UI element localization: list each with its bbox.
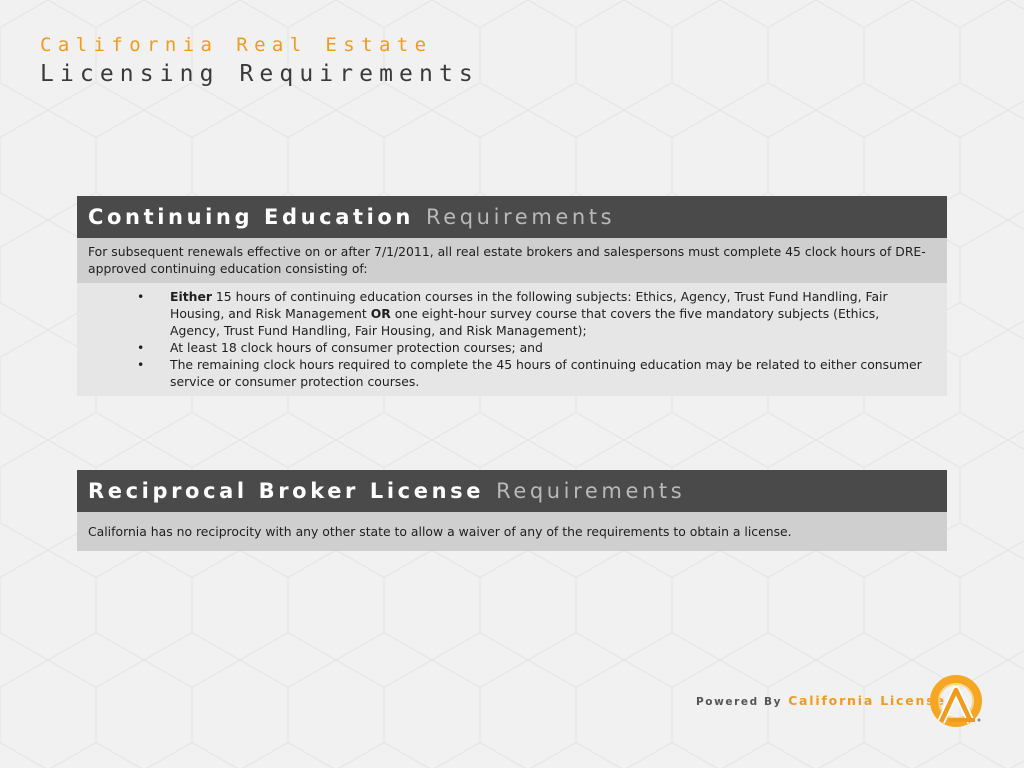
list-item-or: OR [370, 306, 391, 321]
list-item-text: At least 18 clock hours of consumer protection courses; and [170, 340, 543, 355]
continuing-education-panel [77, 196, 947, 396]
list-item [137, 356, 923, 390]
reciprocal-broker-header [77, 470, 947, 512]
page-title [40, 34, 479, 88]
brand-name: California License [788, 693, 946, 708]
reciprocal-broker-text: California has no reciprocity with any other state to allow a waiver of any of the requirements to obtain a license. [77, 512, 947, 551]
bullet-icon: • [137, 289, 145, 304]
continuing-education-list [77, 283, 947, 396]
continuing-education-heading-suffix: Requirements [425, 205, 616, 229]
list-item-text: one eight-hour survey course that covers the five mandatory subjects (Ethics, Agency, Trust Fund Handling, Fair Housing, and Risk Management); [170, 306, 880, 338]
reciprocal-broker-heading-suffix: Requirements [496, 479, 686, 503]
continuing-education-intro: For subsequent renewals effective on or after 7/1/2011, all real estate brokers and salespersons must complete 45 clock hours of DRE-approved continuing education consisting of: [77, 238, 947, 283]
powered-by-footer [696, 693, 946, 708]
list-item [137, 339, 923, 356]
list-item [137, 288, 923, 339]
continuing-education-header [77, 196, 947, 238]
california-license-logo-icon [929, 674, 985, 730]
bullet-icon: • [137, 340, 145, 355]
reciprocal-broker-heading: Reciprocal Broker License [88, 479, 485, 503]
title-line-california-real-estate: California Real Estate [40, 34, 433, 56]
list-item-text: The remaining clock hours required to complete the 45 hours of continuing education may be related to either consumer service or consumer protection courses. [170, 357, 922, 389]
bullet-icon: • [137, 357, 145, 372]
title-line-licensing-requirements: Licensing Requirements [40, 61, 479, 87]
powered-by-label: Powered By [696, 696, 783, 708]
list-item-lead: Either [170, 289, 212, 304]
reciprocal-broker-panel [77, 470, 947, 551]
continuing-education-heading: Continuing Education [88, 205, 414, 229]
list-item-text: 15 hours of continuing education courses in the following subjects: Ethics, Agency, Trust Fund Handling, Fair Housing, and Risk Management [170, 289, 888, 321]
